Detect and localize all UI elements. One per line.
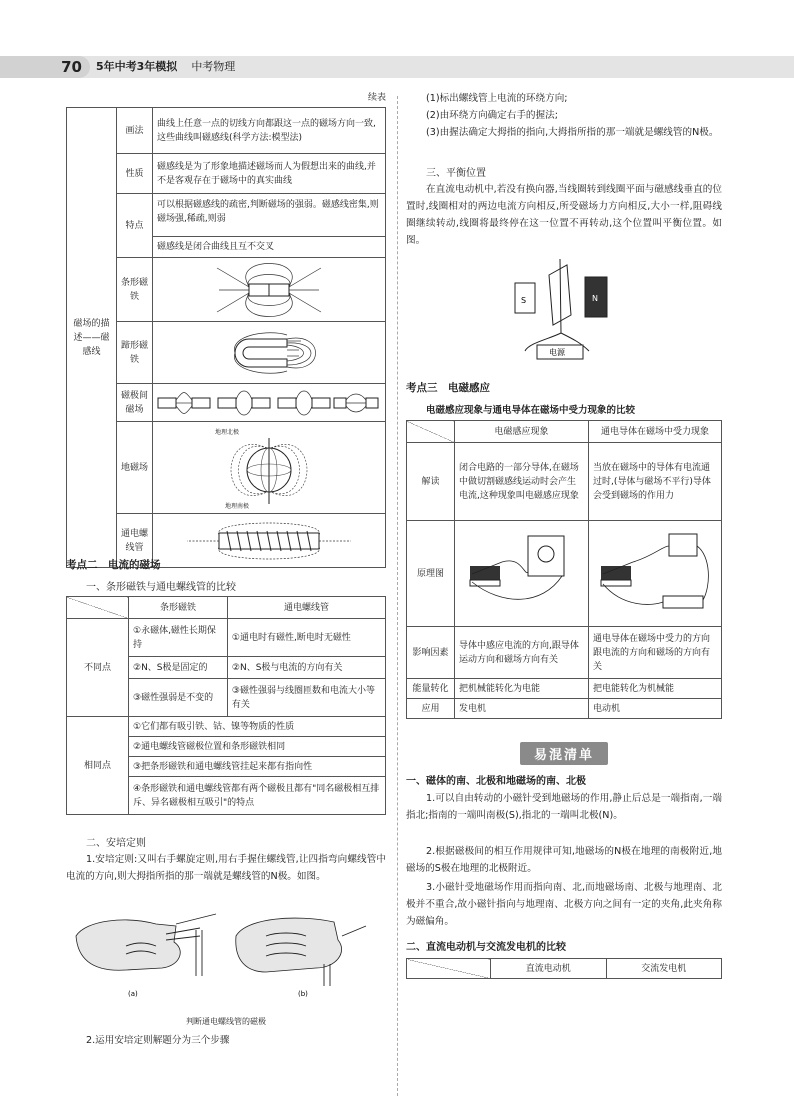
kd2-p2: 2.运用安培定则解题分为三个步骤	[86, 1035, 230, 1046]
col-header: 电磁感应现象	[455, 421, 589, 443]
kd2-sub2: 二、安培定则	[86, 838, 146, 849]
kd2-title: 考点二 电流的磁场	[66, 559, 161, 571]
horseshoe-magnet-diagram	[209, 325, 329, 381]
kd2-sub1: 一、条形磁铁与通电螺线管的比较	[86, 582, 236, 593]
row-label: 影响因素	[407, 627, 455, 679]
cell: 导体中感应电流的方向,跟导体运动方向和磁场方向有关	[455, 627, 589, 679]
cell: ②N、S极与电流的方向有关	[227, 657, 385, 679]
n-pole-label: N	[592, 294, 598, 303]
cell: 发电机	[455, 699, 589, 719]
q2: 2.根据磁极间的相互作用规律可知,地磁场的N极在地理的南极附近,地磁场的S极在地理的北极附近。	[406, 846, 722, 874]
row-label: 通电螺线管	[117, 514, 153, 568]
column-divider	[397, 96, 398, 1096]
s-pole-label: S	[521, 296, 527, 305]
cell: ①它们都有吸引铁、钴、镍等物质的性质	[129, 717, 386, 737]
s1-title: 一、磁体的南、北极和地磁场的南、北极	[406, 776, 586, 787]
force-diagram	[593, 526, 717, 622]
kd3-subtitle: 电磁感应现象与通电导体在磁场中受力现象的比较	[426, 405, 636, 416]
diff-label: 不同点	[67, 619, 129, 717]
cell: ①通电时有磁性,断电时无磁性	[227, 619, 385, 657]
cell: 当放在磁场中的导体有电流通过时,(导体与磁场不平行)导体会受到磁场的作用力	[589, 443, 722, 521]
right-hand-solenoid-diagram	[66, 906, 386, 1006]
cell: ②N、S极是固定的	[129, 657, 228, 679]
geo-south-label: 地理南极	[225, 503, 250, 510]
row-text: 曲线上任意一点的切线方向都跟这一点的磁场方向一致,这些曲线叫磁感线(科学方法:模型法)	[153, 108, 386, 154]
earth-field-figure	[153, 422, 386, 514]
col-header: 交流发电机	[606, 959, 722, 979]
induction-diagram-cell	[455, 521, 589, 627]
cell: ④条形磁铁和通电螺线管都有两个磁极且都有"同名磁极相互排斥、异名磁极相互吸引"的特点	[129, 777, 386, 815]
ampere-rule-figure	[66, 906, 386, 1016]
header-title	[96, 56, 235, 78]
step-2: (2)由环绕方向确定右手的握法;	[426, 110, 558, 121]
s2-title: 二、直流电动机与交流发电机的比较	[406, 942, 566, 953]
bar-magnet-field-figure	[153, 258, 386, 322]
row-label: 应用	[407, 699, 455, 719]
col-header: 通电导体在磁场中受力现象	[589, 421, 722, 443]
horseshoe-magnet-figure	[153, 322, 386, 384]
q3: 3.小磁针受地磁场作用而指向南、北,而地磁场南、北极与地理南、北极并不重合,故小磁针指向与地理南、北极方向之间有一定的夹角,此夹角称为磁偏角。	[406, 882, 722, 927]
cell: 通电导体在磁场中受力的方向跟电流的方向和磁场的方向有关	[589, 627, 722, 679]
pole-fields-diagram	[156, 386, 382, 420]
sub3-title: 三、平衡位置	[426, 168, 486, 179]
pole-fields-figure	[153, 384, 386, 422]
magnet-table	[66, 107, 386, 568]
cell: 把机械能转化为电能	[455, 679, 589, 699]
continued-label: 续表	[367, 93, 386, 103]
row-text: 磁感线是为了形象地描述磁场而人为假想出来的曲线,并不是客观存在于磁场中的真实曲线	[153, 154, 386, 194]
bar-vs-solenoid-table	[66, 596, 386, 815]
cell: ③磁性强弱是不变的	[129, 679, 228, 717]
col-header: 通电螺线管	[227, 597, 385, 619]
geo-north-label: 地理北极	[215, 429, 240, 436]
cell: 把电能转化为机械能	[589, 679, 722, 699]
cell: ③把条形磁铁和通电螺线管挂起来都有指向性	[129, 757, 386, 777]
row-label: 性质	[117, 154, 153, 194]
kd3-title: 考点三 电磁感应	[406, 382, 490, 394]
col-header: 条形磁铁	[129, 597, 228, 619]
cell: 电动机	[589, 699, 722, 719]
row-label: 原理图	[407, 521, 455, 627]
kd2-p1: 1.安培定则:又叫右手螺旋定则,用右手握住螺线管,让四指弯向螺线管中电流的方向,则大拇指所指的那一端就是螺线管的N极。如图。	[66, 854, 386, 882]
row-text: 可以根据磁感线的疏密,判断磁场的强弱。磁感线密集,则磁场强,稀疏,则弱	[153, 195, 385, 237]
fig-b-label: (b)	[298, 990, 308, 998]
cell: ②通电螺线管磁极位置和条形磁铁相同	[129, 737, 386, 757]
row-label: 条形磁铁	[117, 258, 153, 322]
bar-magnet-diagram	[209, 260, 329, 320]
diag-header	[67, 597, 129, 619]
diag-header	[407, 421, 455, 443]
row-text: 磁感线是闭合曲线且互不交叉	[157, 241, 275, 252]
row-label: 解读	[407, 443, 455, 521]
row-label: 特点	[117, 194, 153, 258]
page-number: 70	[0, 56, 90, 78]
q1: 1.可以自由转动的小磁针受到地磁场的作用,静止后总是一端指南,一端指北;指南的一端叫南极(S),指北的一端叫北极(N)。	[406, 793, 722, 821]
motor-generator-table	[406, 958, 722, 979]
cell: ③磁性强弱与线圈匝数和电流大小等有关	[227, 679, 385, 717]
row-label: 地磁场	[117, 422, 153, 514]
cell: ①永磁体,磁性长期保持	[129, 619, 228, 657]
cell: 闭合电路的一部分导体,在磁场中做切割磁感线运动时会产生电流,这种现象叫电磁感应现象	[455, 443, 589, 521]
fig-a-label: (a)	[128, 990, 138, 998]
series-name: 5年中考3年模拟	[96, 60, 178, 73]
induction-table	[406, 420, 722, 719]
force-diagram-cell	[589, 521, 722, 627]
confusion-list-banner: 易混清单	[520, 742, 608, 765]
step-3: (3)由握法确定大拇指的指向,大拇指所指的那一端就是螺线管的N极。	[426, 127, 719, 138]
subject-name: 中考物理	[191, 60, 236, 73]
row-label: 蹄形磁铁	[117, 322, 153, 384]
row-label: 能量转化	[407, 679, 455, 699]
fig-caption: 判断通电螺线管的磁极	[186, 1017, 266, 1026]
row-label: 磁极间磁场	[117, 384, 153, 422]
col-header: 直流电动机	[491, 959, 607, 979]
step-1: (1)标出螺线管上电流的环绕方向;	[426, 93, 568, 104]
balance-paragraph: 在直流电动机中,若没有换向器,当线圈转到线圈平面与磁感线垂直的位置时,线圈相对的两边电流方向相反,所受磁场力方向相反,大小一样,阻碍线圈继续转动,线圈将最终停在这一位置不再转动,这个位置叫平衡位置。如图。	[406, 184, 722, 246]
motor-figure	[406, 255, 722, 370]
motor-balance-diagram	[509, 255, 619, 365]
same-label: 相同点	[67, 717, 129, 815]
diag-header	[407, 959, 491, 979]
source-label: 电源	[549, 348, 565, 357]
row-label: 画法	[117, 108, 153, 154]
induction-diagram	[462, 526, 582, 622]
banner-wrap	[406, 742, 722, 765]
group-label: 磁场的描述——磁感线	[67, 108, 117, 568]
